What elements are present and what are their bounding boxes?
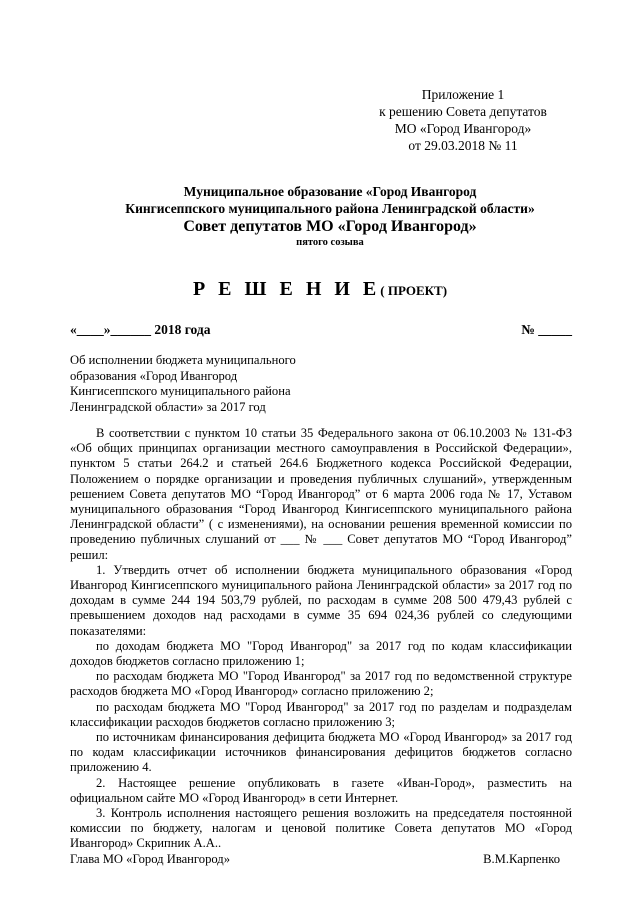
- signature-block: [70, 852, 572, 870]
- council-name: Совет депутатов МО «Город Ивангород»: [183, 218, 477, 235]
- decision-subject: [70, 353, 330, 415]
- subject-line: образования «Город Ивангород: [70, 368, 238, 383]
- signatory-name: В.М.Карпенко: [483, 852, 560, 866]
- appendix-line: к решению Совета депутатов: [379, 104, 547, 119]
- signatory-position: Глава МО «Город Ивангород»: [70, 852, 231, 866]
- organization-region: Кингисеппского муниципального района Ленинградской области»: [125, 201, 535, 216]
- appendix-line: Приложение 1: [421, 87, 505, 102]
- subject-line: Кингисеппского муниципального района: [70, 384, 291, 398]
- appendix-line: МО «Город Ивангород»: [394, 121, 532, 136]
- appendix-line: от 29.03.2018 № 11: [408, 138, 518, 153]
- title-paren: (: [380, 283, 388, 298]
- item-2-paragraph: 2. Настоящее решение опубликовать в газете «Иван-Город», разместить на официальном сайте МО «Город Ивангород» в сети Интернет.: [70, 775, 572, 805]
- item-1-expenses-sections: по расходам бюджета МО "Город Ивангород" за 2017 год по разделам и подразделам классификации расходов бюджетов согласно приложению 3;: [70, 699, 572, 729]
- preamble-paragraph: В соответствии с пунктом 10 статьи 35 Федерального закона от 06.10.2003 № 131-ФЗ «Об общих принципах организации местного самоуправления в Российской Федерации», пунктом 5 статьи 264.2 и статьей 264.6 Бюджетного кодекса Российской Федерации, Положением о порядке организации и проведения публичных слушаний», утвержденным решением Совета депутатов МО “Город Ивангород” от 6 марта 2006 года № 17, Уставом муниципального образования “Город Ивангород Кингисеппского муниципального района Ленинградской области” ( с изменениями), на основании решения временной комиссии по проведению публичных слушаний от ___ № ___ Совет депутатов МО “Город Ивангород” решил:: [70, 426, 572, 562]
- item-1-deficit-sources: по источникам финансирования дефицита бюджета МО «Город Ивангород» за 2017 год по кодам классификации источников финансирования дефицитов бюджетов согласно приложению 4.: [70, 730, 572, 775]
- subject-line: Об исполнении бюджета муниципального: [70, 353, 296, 367]
- decision-number: № _____: [521, 322, 572, 337]
- appendix-reference: [348, 86, 578, 154]
- title-decision: Р Е Ш Е Н И Е: [192, 278, 381, 300]
- organization-name: Муниципальное образование «Город Ивангород: [183, 184, 477, 199]
- document-title: [0, 278, 640, 301]
- title-draft: ПРОЕКТ): [387, 283, 448, 298]
- decision-date: «____»______ 2018 года: [70, 322, 211, 337]
- subject-line: Ленинградской области» за 2017 год: [70, 399, 266, 414]
- convocation: пятого созыва: [296, 237, 364, 248]
- item-1-revenue: по доходам бюджета МО "Город Ивангород" за 2017 год по кодам классификации доходов бюджетов согласно приложению 1;: [70, 638, 572, 669]
- item-1-paragraph: 1. Утвердить отчет об исполнении бюджета муниципального образования «Город Ивангород Кингисеппского муниципального района Ленинградской области» за 2017 год по доходам в сумме 244 194 503,79 рублей, по расходам в сумме 208 500 479,43 рублей с превышением доходов над расходами в сумме 35 694 024,36 рублей со следующими показателями:: [70, 562, 572, 638]
- item-1-expenses-departmental: по расходам бюджета МО "Город Ивангород" за 2017 год по ведомственной структуре расходов бюджета МО «Город Ивангород» согласно приложению 2;: [70, 669, 572, 699]
- item-3-paragraph: 3. Контроль исполнения настоящего решения возложить на председателя постоянной комиссии по бюджету, налогам и ценовой политике Совета депутатов МО «Город Ивангород» Скрипник А.А..: [70, 806, 572, 851]
- document-header: [40, 183, 620, 250]
- date-number-line: [70, 322, 572, 340]
- decision-body: [70, 426, 572, 852]
